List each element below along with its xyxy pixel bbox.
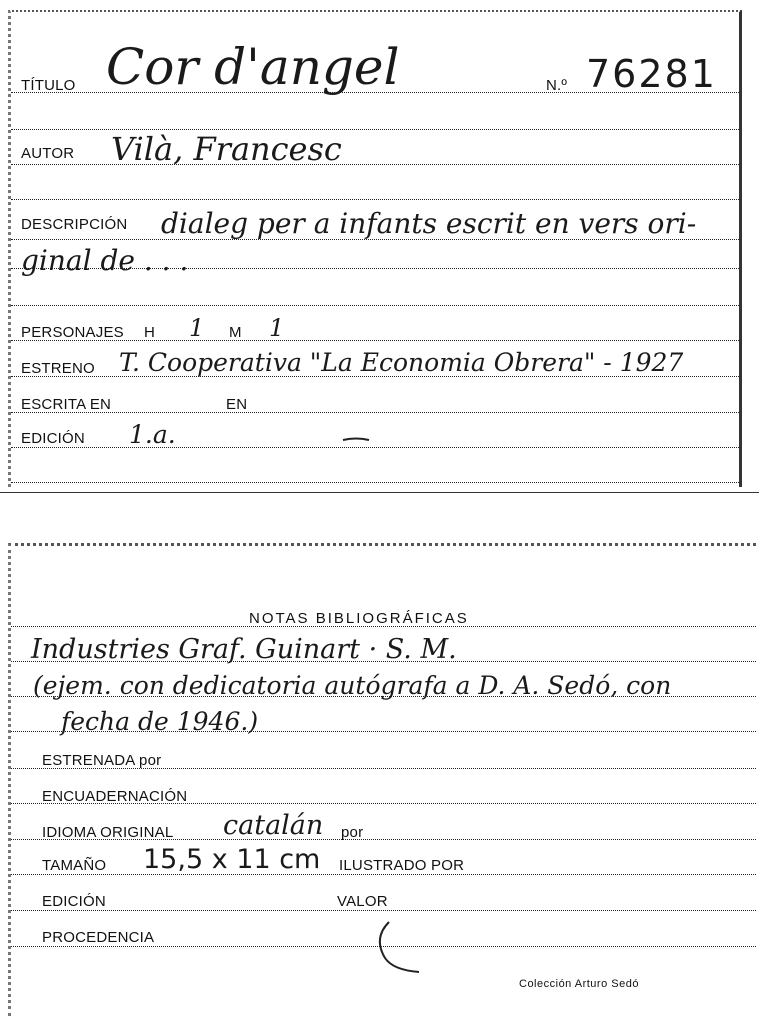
- ruled-line: [11, 199, 739, 200]
- ruled-line: [11, 482, 739, 483]
- pen-mark: [371, 918, 431, 978]
- tamano-value: 15,5 x 11 cm: [143, 844, 321, 875]
- estreno-value: T. Cooperativa "La Economia Obrera" - 1927: [119, 348, 684, 377]
- escrita-en-label: EN: [226, 396, 248, 413]
- numero-value: 76281: [586, 52, 717, 96]
- personajes-label: PERSONAJES: [21, 324, 124, 341]
- escrita-label: ESCRITA EN: [21, 396, 112, 413]
- encuadernacion-label: ENCUADERNACIÓN: [42, 788, 188, 805]
- descripcion-line2: ginal de . . .: [21, 244, 189, 277]
- notas-title: NOTAS BIBLIOGRÁFICAS: [249, 610, 469, 627]
- ruled-line: [11, 305, 739, 306]
- notas-line1: Industries Graf. Guinart · S. M.: [31, 634, 457, 665]
- catalog-card-front: [8, 10, 742, 487]
- ruled-line: [11, 910, 756, 911]
- ilustrado-label: ILUSTRADO POR: [339, 857, 465, 874]
- numero-label: N.º: [546, 77, 568, 94]
- autor-value: Vilà, Francesc: [111, 130, 342, 168]
- valor-label: VALOR: [337, 893, 388, 910]
- estrenada-label: ESTRENADA por: [42, 752, 162, 769]
- catalog-card-back: [8, 543, 756, 1016]
- personajes-m-label: M: [229, 324, 242, 341]
- idioma-label: IDIOMA ORIGINAL: [42, 824, 174, 841]
- estreno-label: ESTRENO: [21, 360, 95, 377]
- pen-mark: [341, 436, 371, 444]
- idioma-value: catalán: [223, 810, 324, 841]
- personajes-h-value: 1: [189, 314, 205, 342]
- titulo-value: Cor d'angel: [106, 38, 400, 96]
- notas-line2: (ejem. con dedicatoria autógrafa a D. A. Sedó, con: [33, 671, 672, 700]
- autor-label: AUTOR: [21, 145, 75, 162]
- edicion-value: 1.a.: [129, 420, 176, 449]
- edicion-label-back: EDICIÓN: [42, 893, 106, 910]
- descripcion-label: DESCRIPCIÓN: [21, 216, 128, 233]
- edicion-label: EDICIÓN: [21, 430, 85, 447]
- ruled-line: [11, 412, 739, 413]
- idioma-por-label: por: [341, 824, 364, 841]
- personajes-h-label: H: [144, 324, 156, 341]
- notas-line3: fecha de 1946.): [61, 707, 259, 736]
- ruled-line: [11, 874, 756, 875]
- card-separator: [0, 492, 759, 493]
- procedencia-label: PROCEDENCIA: [42, 929, 155, 946]
- personajes-m-value: 1: [269, 314, 285, 342]
- descripcion-line1: dialeg per a infants escrit en vers ori-: [161, 207, 697, 240]
- titulo-label: TÍTULO: [21, 77, 76, 94]
- ruled-line: [11, 447, 739, 448]
- tamano-label: TAMAÑO: [42, 857, 107, 874]
- collection-credit: Colección Arturo Sedó: [519, 978, 639, 990]
